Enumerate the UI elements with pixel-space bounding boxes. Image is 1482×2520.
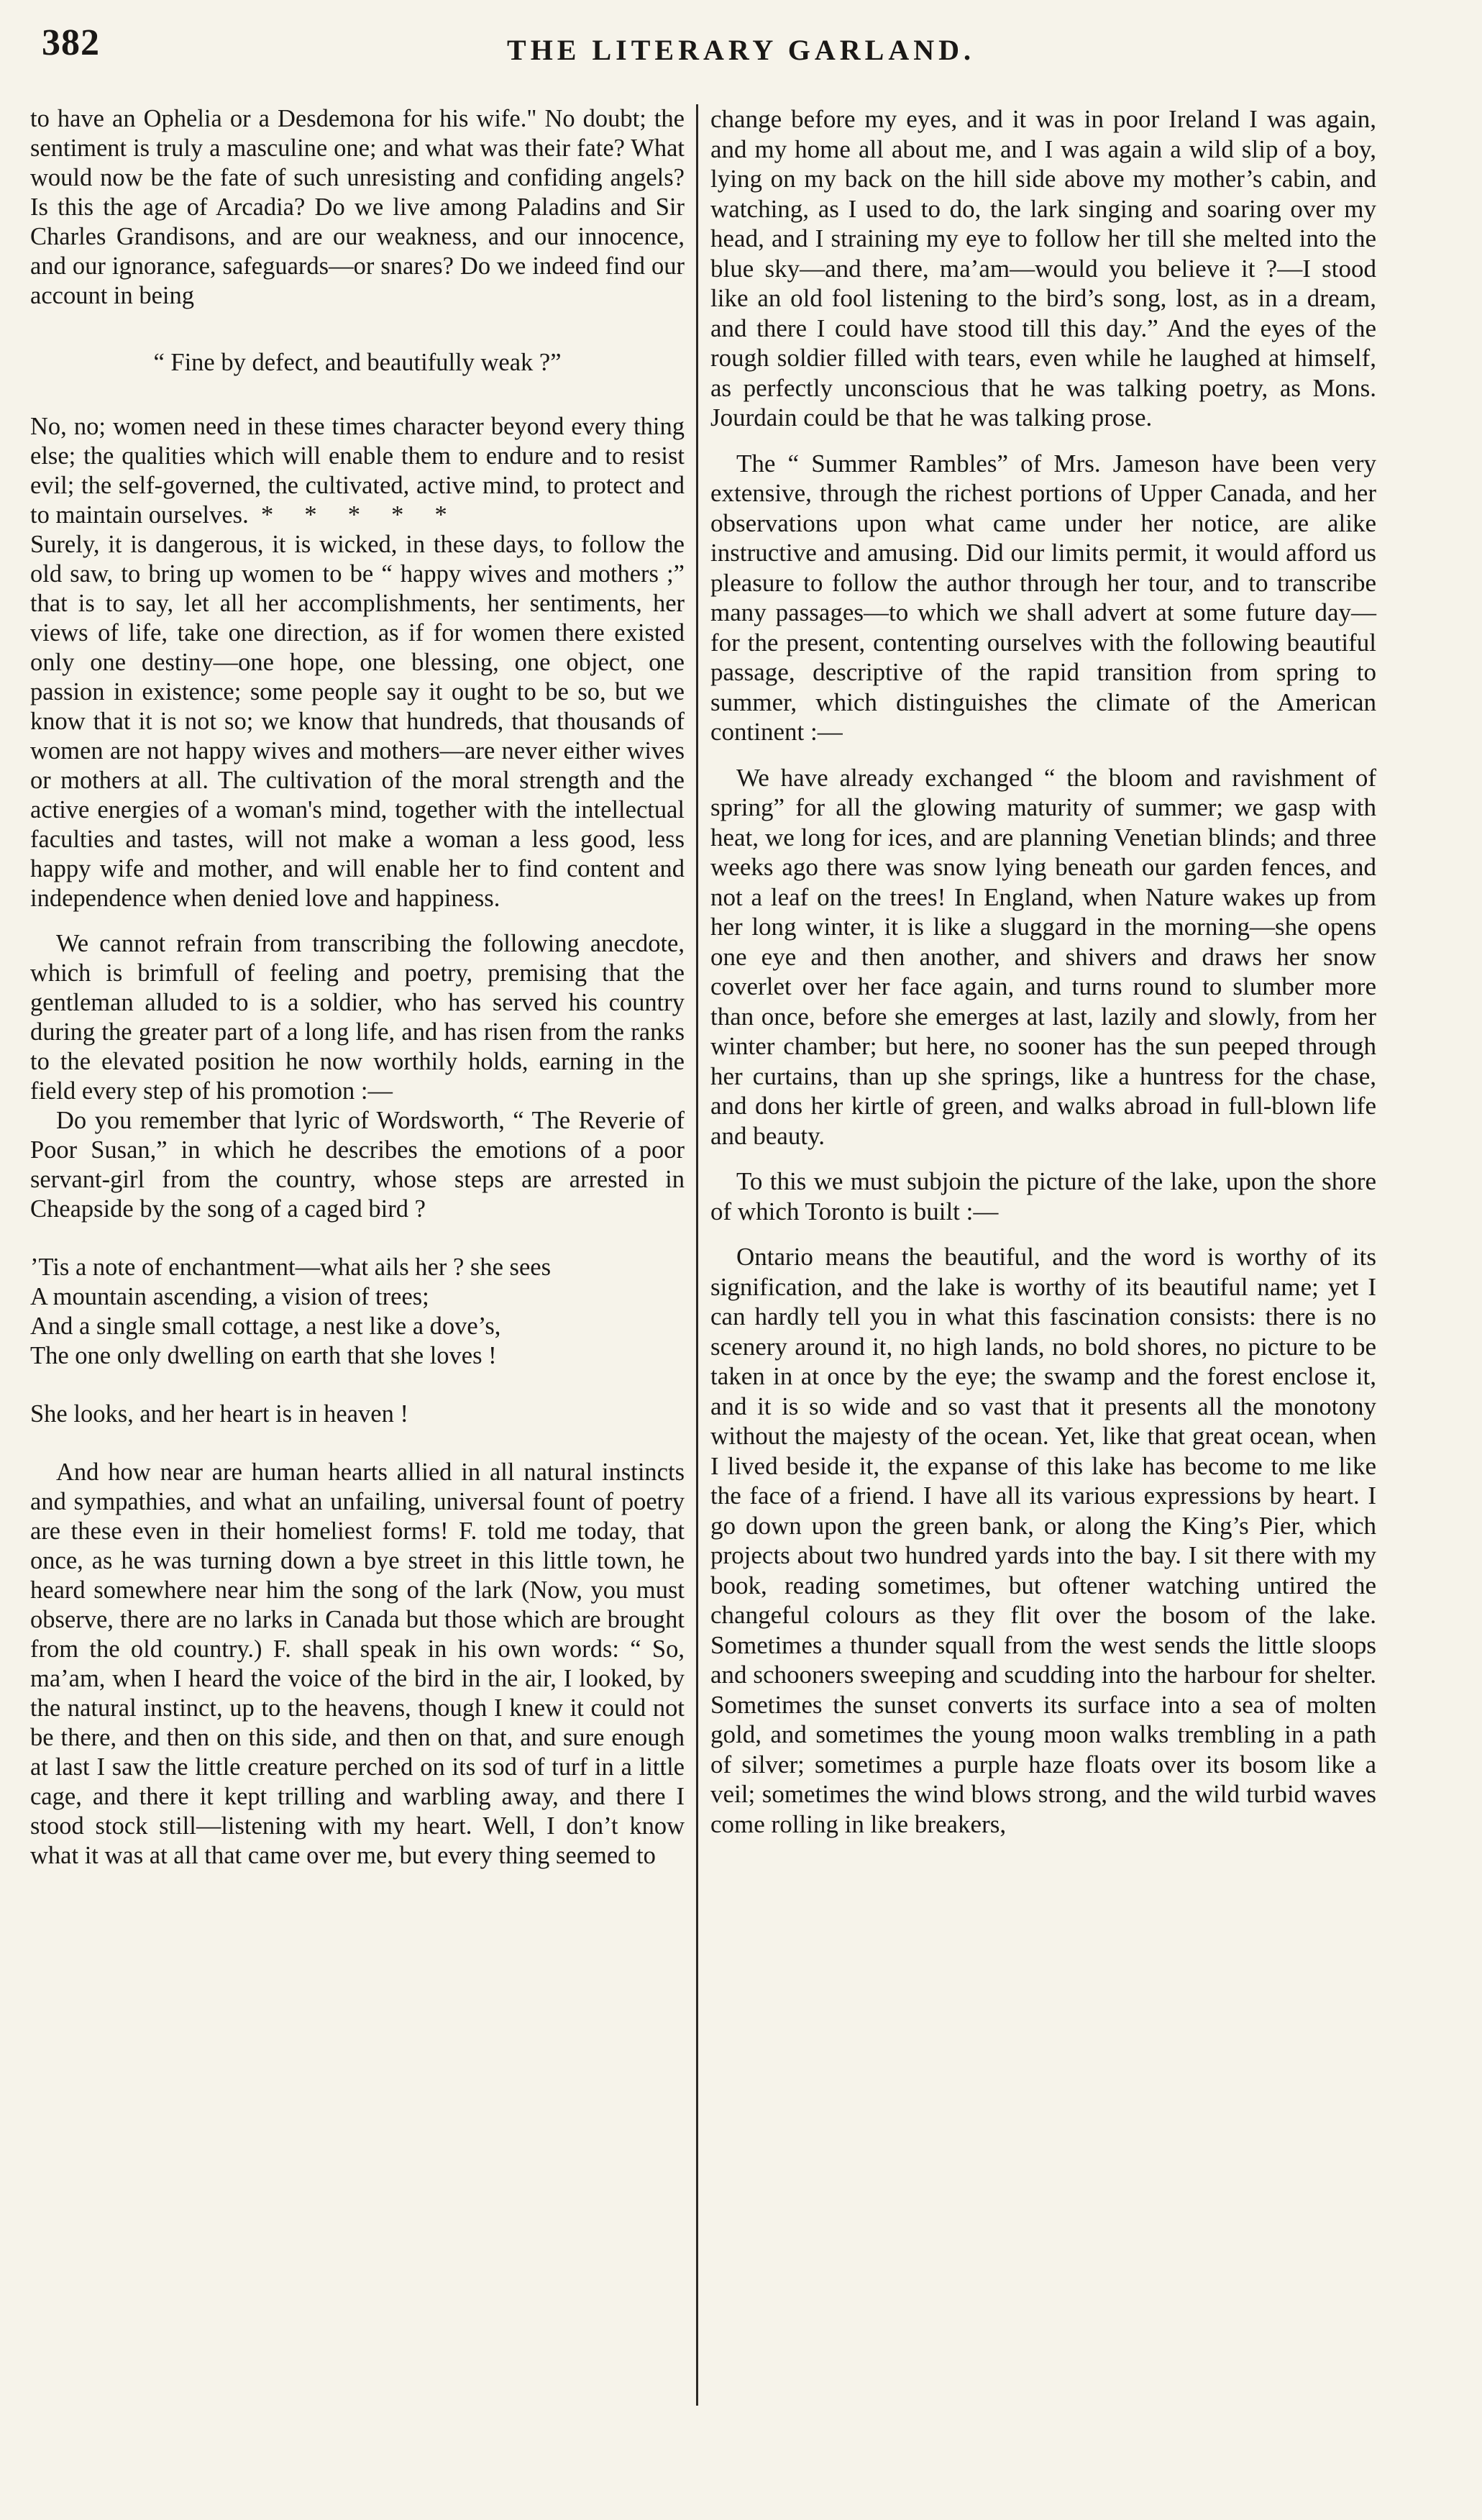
verse-line-1: ’Tis a note of enchantment—what ails her ? she sees xyxy=(30,1254,551,1281)
column-divider xyxy=(696,104,698,2406)
left-quotation: “ Fine by defect, and beautifully weak ?” xyxy=(153,349,562,376)
verse-line-2: A mountain ascending, a vision of trees; xyxy=(30,1283,429,1310)
left-paragraph-5: And how near are human hearts allied in all natural instincts and sympathies, and what an unfailing, universal fount of poetry are these even in their homeliest forms! F. told me today, that once, as he was turning down a bye street in this little town, he heard somewhere near him the song of the lark (Now, you must observe, there are no larks in Canada but those which are brought from the old country.) F. shall speak in his own words: “ So, ma’am, when I heard the voice of the bird in the air, I looked, by the natural instinct, up to the heavens, though I knew it could not be there, and then on this side, and then on that, and sure enough at last I saw the little creature perched on its sod of turf in a little cage, and there it kept trilling and warbling away, and there I stood stock still—listening with my heart. Well, I don’t know what it was at all that came over me, but every thing seemed to xyxy=(30,1458,685,1869)
left-column xyxy=(30,104,685,1871)
left-paragraph-4: Do you remember that lyric of Wordsworth, “ The Reverie of Poor Susan,” in which he describes the emotions of a poor servant-girl from the country, whose steps are arrested in Cheapside by the song of a caged bird ? xyxy=(30,1107,685,1223)
right-paragraph-4: To this we must subjoin the picture of the lake, upon the shore of which Toronto is built :— xyxy=(710,1167,1376,1225)
left-paragraph-2 xyxy=(30,412,685,530)
left-paragraph-3: We cannot refrain from transcribing the following anecdote, which is brimfull of feeling and poetry, premising that the gentleman alluded to is a soldier, who has served his country during the greater part of a long life, and has risen from the ranks to the elevated position he now worthily holds, earning in the field every step of his promotion :— xyxy=(30,930,685,1105)
verse-line-3: And a single small cottage, a nest like a dove’s, xyxy=(30,1312,501,1340)
right-paragraph-1: change before my eyes, and it was in poor Ireland I was again, and my home all about me, and I was again a wild slip of a boy, lying on my back on the hill side above my mother’s cabin, and watching, as I used to do, the lark singing and soaring over my head, and I straining my eye to follow her till she melted into the blue sky—and there, ma’am—would you believe it ?—I stood like an old fool listening to the bird’s song, lost, as in a dream, and there I could have stood till this day.” And the eyes of the rough soldier filled with tears, even while he laughed at himself, as perfectly unconscious that he was talking poetry, as Mons. Jourdain could be that he was talking prose. xyxy=(710,105,1376,432)
right-paragraph-5: Ontario means the beautiful, and the word is worthy of its signification, and the lake is worthy of its beautiful name; yet I can hardly tell you in what this fascination consists: there is no scenery around it, no high lands, no bold shores, no picture to be taken in at once by the eye; the swamp and the forest enclose it, and it is so wide and so vast that it presents all the monotony without the majesty of the ocean. Yet, like that great ocean, when I lived beside it, the expanse of this lake has become to me like the face of a friend. I have all its various expressions by heart. I go down upon the green bank, or along the King’s Pier, which projects about two hundred yards into the bay. I sit there with my book, reading sometimes, but oftener watching untired the changeful colours as they flit over the bosom of the lake. Sometimes a thunder squall from the west sends the little sloops and schooners sweeping and scudding into the harbour for shelter. Sometimes the sunset converts its surface into a sea of molten gold, and sometimes the young moon walks trembling in a path of silver; sometimes a purple haze floats over its bosom like a veil; sometimes the wind blows strong, and the wild turbid waves come rolling in like breakers, xyxy=(710,1243,1376,1838)
verse-line-4: The one only dwelling on earth that she loves ! xyxy=(30,1342,497,1369)
left-paragraph-2-text: No, no; women need in these times character beyond every thing else; the qualities which will enable them to endure and to resist evil; the self-governed, the cultivated, active mind, to protect and to maintain ourselves. xyxy=(30,413,685,529)
section-break-stars: * * * * * xyxy=(248,501,447,529)
running-head-title: THE LITERARY GARLAND. xyxy=(507,34,975,66)
left-paragraph-2b: Surely, it is dangerous, it is wicked, in these days, to follow the old saw, to bring up women to be “ happy wives and mothers ;” that is to say, let all her accomplishments, her sentiments, her views of life, take one direction, as if for women there existed only one destiny—one hope, one blessing, one object, one passion in existence; some people say it ought to be so, but we know that it is not so; we know that hundreds, that thousands of women are not happy wives and mothers—are never either wives or mothers at all. The cultivation of the moral strength and the active energies of a woman's mind, together with the intellectual faculties and tastes, will not make a woman a less good, less happy wife and mother, and will enable her to find content and independence when denied love and happiness. xyxy=(30,531,685,912)
page-number: 382 xyxy=(42,22,100,63)
right-column xyxy=(710,104,1376,1839)
verse-block xyxy=(30,1253,685,1429)
left-paragraph-1: to have an Ophelia or a Desdemona for his wife." No doubt; the sentiment is truly a masculine one; and what was their fate? What would now be the fate of such unresisting and confiding angels? Is this the age of Arcadia? Do we live among Paladins and Sir Charles Grandisons, and are our weakness, and our innocence, and our ignorance, safeguards—or snares? Do we indeed find our account in being xyxy=(30,105,685,309)
verse-line-5: She looks, and her heart is in heaven ! xyxy=(30,1400,408,1428)
right-paragraph-3: We have already exchanged “ the bloom and ravishment of spring” for all the glowing maturity of summer; we gasp with heat, we long for ices, and are planning Venetian blinds; and three weeks ago there was snow lying beneath our garden fences, and not a leaf on the trees! In England, when Nature wakes up from her long winter, it is like a sluggard in the morning—she opens one eye and then another, and shivers and draws her snow coverlet over her face again, and turns round to slumber more than once, before she emerges at last, lazily and slowly, from her winter chamber; but here, no sooner has the sun peeped through her curtains, than up she springs, like a huntress for the chase, and dons her kirtle of green, and walks abroad in full-blown life and beauty. xyxy=(710,763,1376,1150)
right-paragraph-2: The “ Summer Rambles” of Mrs. Jameson have been very extensive, through the richest portions of Upper Canada, and her observations upon what came under her notice, are alike instructive and amusing. Did our limits permit, it would afford us pleasure to follow the author through her tour, and to transcribe many passages—to which we shall advert at some future day—for the present, contenting ourselves with the following beautiful passage, descriptive of the rapid transition from spring to summer, which distinguishes the climate of the American continent :— xyxy=(710,449,1376,746)
